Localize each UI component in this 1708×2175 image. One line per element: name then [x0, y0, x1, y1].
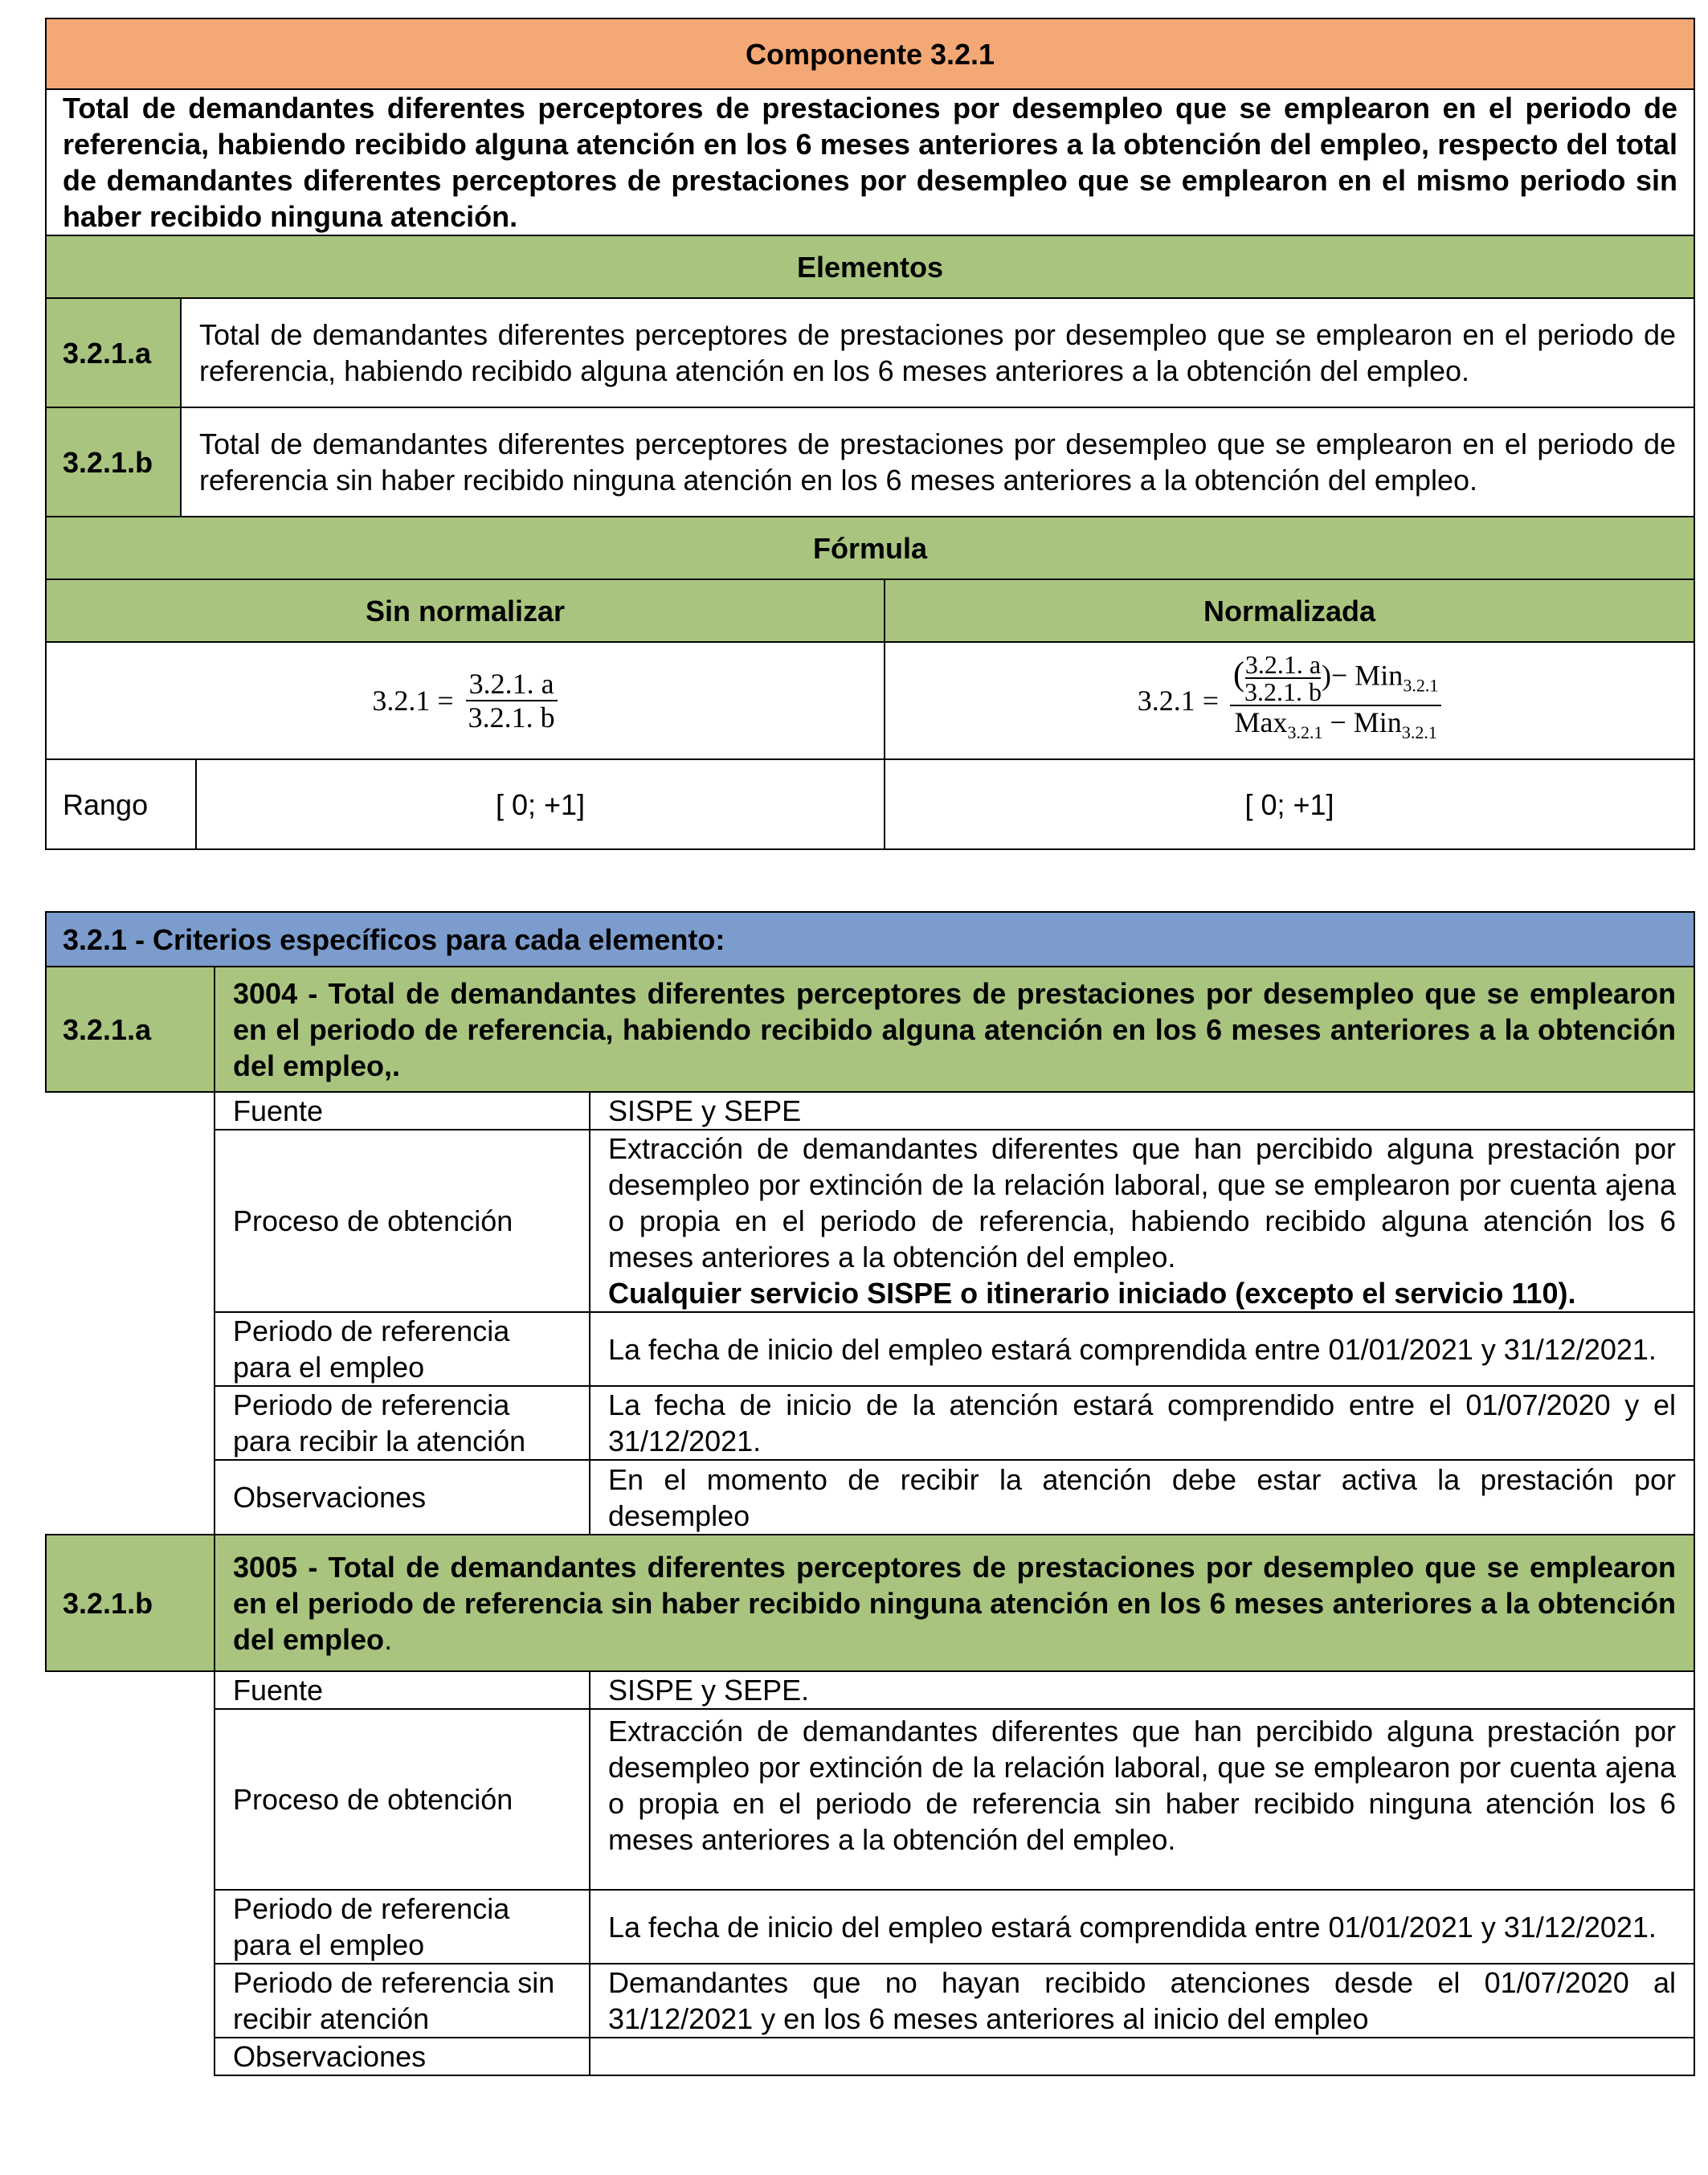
- formula-header: Fórmula: [46, 517, 1694, 579]
- formula-lhs: 3.2.1 =: [372, 684, 454, 717]
- criteria-value: [590, 1130, 1694, 1312]
- criteria-label: Periodo de referencia para el empleo: [215, 1890, 590, 1964]
- formula-denominator: 3.2.1. b: [468, 701, 555, 734]
- component-title: Componente 3.2.1: [46, 18, 1694, 89]
- criteria-title: [215, 1535, 1694, 1671]
- criteria-title: 3004 - Total de demandantes diferentes perceptores de prestaciones por desempleo que se emplearon en el periodo de referencia, habiendo recibido alguna atención en los 6 meses anteriores a la obtención del empleo,.: [215, 967, 1694, 1092]
- range-label: Rango: [46, 759, 196, 849]
- criteria-label: Proceso de obtención: [215, 1709, 590, 1890]
- process-text: Extracción de demandantes diferentes que han percibido alguna prestación por desempleo por extinción de la relación laboral, que se emplearon por cuenta ajena o propia en el periodo de referencia, habiendo recibido alguna atención los 6 meses anteriores a la obtención del empleo.: [608, 1132, 1677, 1274]
- range-right: [ 0; +1]: [885, 759, 1694, 849]
- formula-numerator: 3.2.1. a: [466, 668, 558, 701]
- minus-min: − Min: [1322, 706, 1402, 739]
- component-table: [45, 18, 1695, 850]
- process-bold-text: Cualquier servicio SISPE o itinerario iniciado (excepto el servicio 110).: [608, 1277, 1576, 1310]
- criteria-code: 3.2.1.a: [46, 967, 215, 1092]
- formula-sin-normalizar: [46, 642, 885, 759]
- criteria-label: Fuente: [215, 1671, 590, 1709]
- criteria-value: La fecha de inicio del empleo estará comprendida entre 01/01/2021 y 31/12/2021.: [590, 1890, 1694, 1964]
- inner-numerator: 3.2.1. a: [1244, 650, 1322, 680]
- element-text: Total de demandantes diferentes perceptores de prestaciones por desempleo que se emplearon en el periodo de referencia, habiendo recibido alguna atención en los 6 meses anteriores a la obtención del empleo.: [181, 298, 1694, 407]
- subscript: 3.2.1: [1401, 722, 1437, 743]
- criteria-value: [590, 2038, 1694, 2075]
- criteria-header: 3.2.1 - Criterios específicos para cada elemento:: [46, 912, 1694, 967]
- elements-header: Elementos: [46, 235, 1694, 298]
- criteria-label: Periodo de referencia para el empleo: [215, 1312, 590, 1386]
- criteria-label: Observaciones: [215, 2038, 590, 2075]
- element-text: Total de demandantes diferentes perceptores de prestaciones por desempleo que se emplearon en el periodo de referencia sin haber recibido ninguna atención en los 6 meses anteriores a la obtención del empleo.: [181, 407, 1694, 517]
- criteria-value: En el momento de recibir la atención debe estar activa la prestación por desempleo: [590, 1460, 1694, 1535]
- criteria-value: La fecha de inicio del empleo estará comprendida entre 01/01/2021 y 31/12/2021.: [590, 1312, 1694, 1386]
- criteria-label: Fuente: [215, 1092, 590, 1130]
- open-paren: (: [1233, 656, 1244, 693]
- subscript: 3.2.1: [1287, 722, 1323, 743]
- criteria-value: Extracción de demandantes diferentes que han percibido alguna prestación por desempleo por extinción de la relación laboral, que se emplearon por cuenta ajena o propia en el periodo de referencia sin haber recibido ninguna atención los 6 meses anteriores a la obtención del empleo.: [590, 1709, 1694, 1890]
- col-normalizada: Normalizada: [885, 579, 1694, 642]
- criteria-value: La fecha de inicio de la atención estará comprendido entre el 01/07/2020 y el 31/12/2021.: [590, 1386, 1694, 1460]
- criteria-value: SISPE y SEPE: [590, 1092, 1694, 1130]
- criteria-label: Proceso de obtención: [215, 1130, 590, 1312]
- element-code: 3.2.1.b: [46, 407, 181, 517]
- criteria-title-tail: .: [384, 1622, 393, 1656]
- criteria-title-bold: 3005 - Total de demandantes diferentes perceptores de prestaciones por desempleo que se emplearon en el periodo de referencia sin haber recibido ninguna atención en los 6 meses anteriores a la obtención del empleo: [233, 1550, 1677, 1656]
- component-description: Total de demandantes diferentes perceptores de prestaciones por desempleo que se emplearon en el periodo de referencia, habiendo recibido alguna atención en los 6 meses anteriores a la obtención del empleo, respecto del total de demandantes diferentes perceptores de prestaciones por desempleo que se emplearon en el mismo periodo sin haber recibido ninguna atención.: [46, 89, 1694, 235]
- criteria-label: Periodo de referencia sin recibir atención: [215, 1964, 590, 2038]
- formula-normalizada: [885, 642, 1694, 759]
- subscript: 3.2.1: [1403, 675, 1439, 696]
- element-code: 3.2.1.a: [46, 298, 181, 407]
- criteria-label: Periodo de referencia para recibir la atención: [215, 1386, 590, 1460]
- formula-lhs: 3.2.1 =: [1137, 684, 1219, 717]
- inner-denominator: 3.2.1. b: [1244, 677, 1322, 707]
- criteria-label: Observaciones: [215, 1460, 590, 1535]
- max-term: Max: [1234, 706, 1288, 739]
- minus-min: )− Min: [1322, 659, 1404, 692]
- criteria-code: 3.2.1.b: [46, 1535, 215, 1671]
- criteria-value: SISPE y SEPE.: [590, 1671, 1694, 1709]
- criteria-table: [45, 911, 1695, 2076]
- col-sin-normalizar: Sin normalizar: [46, 579, 885, 642]
- criteria-value: Demandantes que no hayan recibido atenciones desde el 01/07/2020 al 31/12/2021 y en los 6 meses anteriores al inicio del empleo: [590, 1964, 1694, 2038]
- range-left: [ 0; +1]: [196, 759, 885, 849]
